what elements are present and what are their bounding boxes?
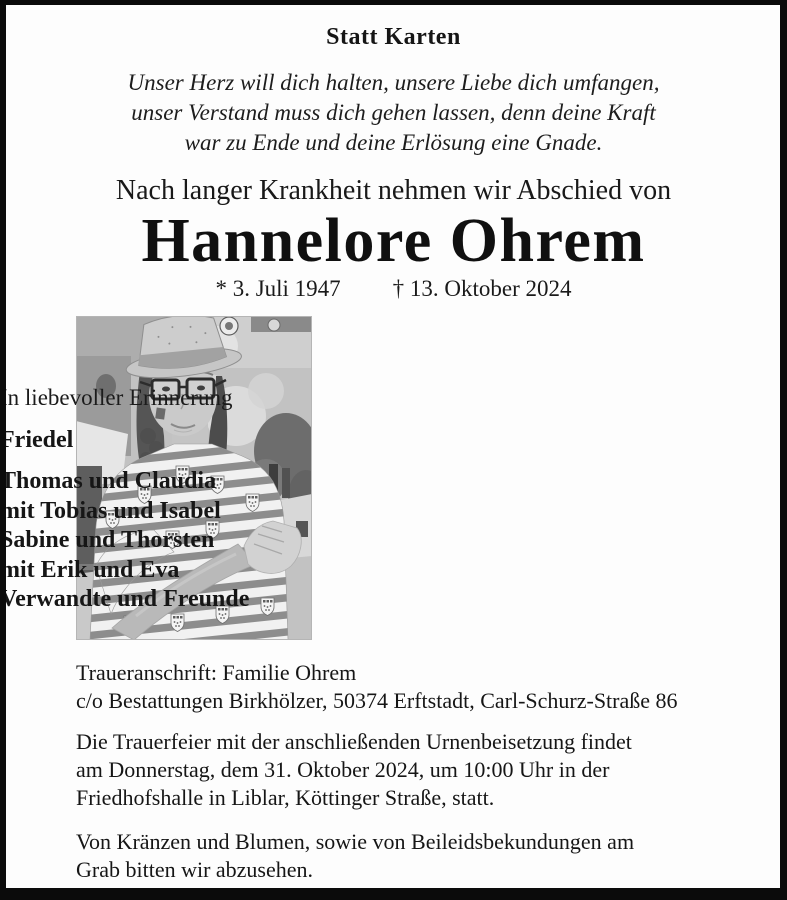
address-line-2: c/o Bestattungen Birkhölzer, 50374 Erftstadt, Carl-Schurz-Straße 86 — [76, 688, 678, 713]
birth-date: * 3. Juli 1947 — [215, 276, 341, 301]
condolence-line-2: Grab bitten wir abzusehen. — [76, 857, 314, 882]
condolence-note — [76, 828, 634, 884]
funeral-info — [76, 728, 632, 812]
mourner-line: Thomas und Claudia — [0, 468, 217, 494]
life-dates — [0, 276, 787, 302]
mourner-line: mit Tobias und Isabel — [0, 497, 221, 524]
pre-header: Statt Karten — [326, 24, 461, 50]
condolence-line-1: Von Kränzen und Blumen, sowie von Beileidsbekundungen am — [76, 829, 635, 854]
memory-line: In liebevoller Erinnerung — [0, 385, 233, 410]
mourner-line: Verwandte und Freunde — [0, 586, 250, 612]
funeral-line-1: Die Trauerfeier mit der anschließenden Urnenbeisetzung findet — [76, 729, 632, 754]
funeral-line-3: Friedhofshalle in Liblar, Köttinger Straße, statt. — [76, 785, 495, 810]
funeral-line-2: am Donnerstag, dem 31. Oktober 2024, um 10:00 Uhr in der — [76, 757, 610, 782]
mourner-line: mit Erik und Eva — [0, 556, 180, 583]
intro-line: Nach langer Krankheit nehmen wir Abschied von — [115, 175, 672, 206]
verse-line-1: Unser Herz will dich halten, unsere Liebe dich umfangen, — [127, 70, 660, 95]
verse-line-2: unser Verstand muss dich gehen lassen, denn deine Kraft — [131, 100, 656, 125]
memorial-verse — [0, 68, 787, 158]
mourner-line: Sabine und Thorsten — [0, 527, 215, 553]
mourner-friedel: Friedel — [0, 427, 74, 453]
death-date: † 13. Oktober 2024 — [392, 276, 572, 301]
mourning-address — [76, 659, 678, 715]
deceased-name: Hannelore Ohrem — [141, 207, 646, 275]
address-line-1: Traueranschrift: Familie Ohrem — [76, 660, 357, 685]
mourner-list — [0, 467, 249, 615]
verse-line-3: war zu Ende und deine Erlösung eine Gnade. — [184, 130, 603, 155]
